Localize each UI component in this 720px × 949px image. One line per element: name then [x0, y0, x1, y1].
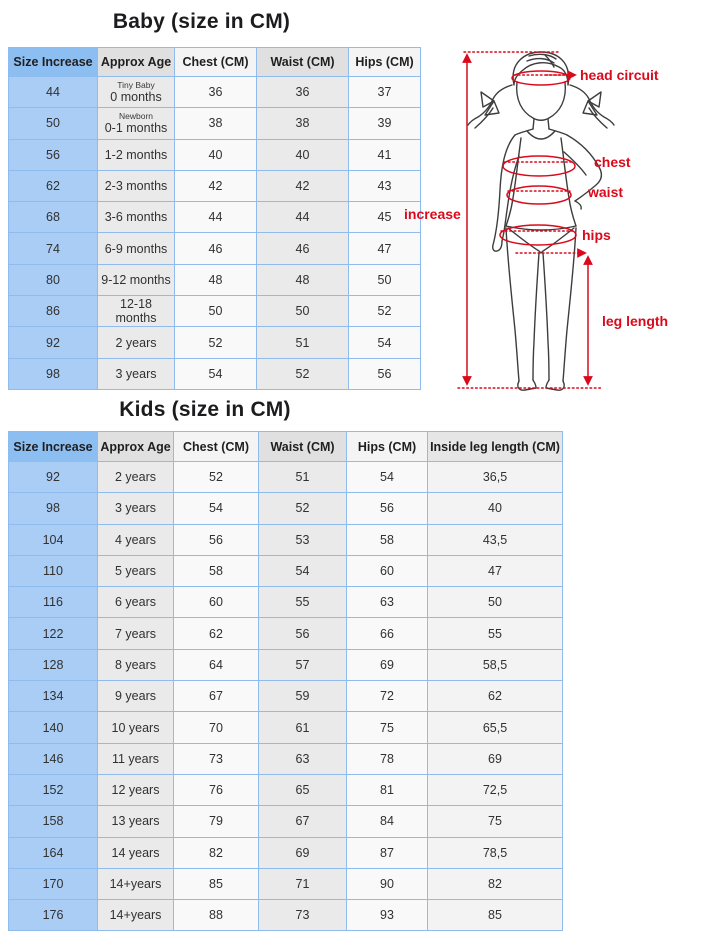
table-cell: 86	[9, 296, 98, 327]
table-row	[9, 493, 563, 524]
table-cell: 56	[259, 618, 347, 649]
table-cell: 53	[259, 524, 347, 555]
measurement-diagram	[398, 30, 720, 402]
table-cell: 50	[349, 264, 421, 295]
table-row	[9, 712, 563, 743]
table-cell: 140	[9, 712, 98, 743]
table-cell: 40	[175, 139, 257, 170]
baby-section-title: Baby (size in CM)	[112, 10, 291, 33]
table-cell: 92	[9, 462, 98, 493]
hips-label: hips	[582, 227, 611, 243]
table-cell: 72,5	[428, 774, 563, 805]
table-row	[9, 77, 421, 108]
table-cell: 43	[349, 170, 421, 201]
table-row	[9, 296, 421, 327]
table-cell: 48	[257, 264, 349, 295]
table-cell: 65,5	[428, 712, 563, 743]
table-row	[9, 170, 421, 201]
table-cell: 66	[347, 618, 428, 649]
table-cell: 79	[174, 806, 259, 837]
table-cell: 134	[9, 681, 98, 712]
table-cell: 9-12 months	[98, 264, 175, 295]
kids-size-section	[8, 396, 560, 931]
table-cell: 110	[9, 555, 98, 586]
table-cell: 170	[9, 868, 98, 899]
table-cell: 54	[259, 555, 347, 586]
table-cell: 128	[9, 649, 98, 680]
table-cell: 42	[175, 170, 257, 201]
table-cell: 76	[174, 774, 259, 805]
table-cell: 46	[257, 233, 349, 264]
table-cell: 37	[349, 77, 421, 108]
table-cell: 92	[9, 327, 98, 358]
table-cell: 60	[174, 587, 259, 618]
table-cell: 9 years	[98, 681, 174, 712]
table-cell: 73	[259, 900, 347, 931]
table-cell: 56	[9, 139, 98, 170]
table-row	[9, 358, 421, 389]
table-cell: 55	[428, 618, 563, 649]
table-row	[9, 462, 563, 493]
table-cell: 8 years	[98, 649, 174, 680]
table-cell: 3-6 months	[98, 202, 175, 233]
table-cell: 36	[175, 77, 257, 108]
table-cell: 36,5	[428, 462, 563, 493]
table-cell: 12 years	[98, 774, 174, 805]
waist-ellipse	[507, 186, 571, 204]
kids-header-row	[9, 432, 563, 462]
table-cell: 45	[349, 202, 421, 233]
table-cell: 98	[9, 358, 98, 389]
column-header: Waist (CM)	[259, 432, 347, 462]
table-cell: 56	[349, 358, 421, 389]
measurement-marks	[458, 52, 601, 388]
column-header: Waist (CM)	[257, 48, 349, 77]
table-cell: 44	[257, 202, 349, 233]
table-cell: 93	[347, 900, 428, 931]
table-row	[9, 139, 421, 170]
table-cell: 64	[174, 649, 259, 680]
table-cell: 14+years	[98, 868, 174, 899]
table-cell: 47	[349, 233, 421, 264]
table-cell: 2-3 months	[98, 170, 175, 201]
table-cell: 50	[428, 587, 563, 618]
table-cell: 38	[175, 108, 257, 139]
table-cell: 50	[175, 296, 257, 327]
column-header: Inside leg length (CM)	[428, 432, 563, 462]
table-cell: 14+years	[98, 900, 174, 931]
table-cell: 65	[259, 774, 347, 805]
table-row	[9, 202, 421, 233]
table-row	[9, 587, 563, 618]
table-cell: Newborn 0-1 months	[98, 108, 175, 139]
table-cell: 3 years	[98, 493, 174, 524]
table-cell: 52	[174, 462, 259, 493]
table-cell: 116	[9, 587, 98, 618]
table-cell: 6-9 months	[98, 233, 175, 264]
table-cell: 69	[428, 743, 563, 774]
table-row	[9, 743, 563, 774]
table-cell: 70	[174, 712, 259, 743]
table-cell: 152	[9, 774, 98, 805]
table-cell: 2 years	[98, 327, 175, 358]
table-cell: 7 years	[98, 618, 174, 649]
leg-length-label: leg length	[602, 313, 669, 329]
table-cell: 81	[347, 774, 428, 805]
table-cell: 63	[347, 587, 428, 618]
table-cell: 88	[174, 900, 259, 931]
table-row	[9, 524, 563, 555]
table-cell: 61	[259, 712, 347, 743]
table-cell: 122	[9, 618, 98, 649]
table-cell: 75	[428, 806, 563, 837]
table-cell: 146	[9, 743, 98, 774]
table-cell: 44	[175, 202, 257, 233]
table-cell: 52	[259, 493, 347, 524]
table-cell: 68	[9, 202, 98, 233]
table-row	[9, 108, 421, 139]
table-cell: Tiny Baby 0 months	[98, 77, 175, 108]
table-cell: 3 years	[98, 358, 175, 389]
increase-label: increase	[404, 206, 461, 222]
table-row	[9, 233, 421, 264]
kids-section-title: Kids (size in CM)	[119, 398, 291, 421]
table-cell: 51	[257, 327, 349, 358]
table-cell: 13 years	[98, 806, 174, 837]
table-cell: 55	[259, 587, 347, 618]
kids-size-table	[8, 431, 563, 931]
table-row	[9, 868, 563, 899]
column-header: Size Increase	[9, 48, 98, 77]
table-cell: 85	[428, 900, 563, 931]
table-cell: 38	[257, 108, 349, 139]
table-cell: 85	[174, 868, 259, 899]
table-cell: 54	[347, 462, 428, 493]
table-cell: 58,5	[428, 649, 563, 680]
table-cell: 67	[259, 806, 347, 837]
table-cell: 84	[347, 806, 428, 837]
table-cell: 62	[428, 681, 563, 712]
head-circuit-label: head circuit	[580, 67, 659, 83]
table-cell: 57	[259, 649, 347, 680]
table-cell: 59	[259, 681, 347, 712]
table-cell: 176	[9, 900, 98, 931]
table-cell: 62	[174, 618, 259, 649]
table-cell: 51	[259, 462, 347, 493]
table-cell: 11 years	[98, 743, 174, 774]
table-cell: 43,5	[428, 524, 563, 555]
table-cell: 74	[9, 233, 98, 264]
table-cell: 90	[347, 868, 428, 899]
table-cell: 78	[347, 743, 428, 774]
table-cell: 46	[175, 233, 257, 264]
table-row	[9, 681, 563, 712]
table-cell: 42	[257, 170, 349, 201]
table-row	[9, 555, 563, 586]
table-cell: 87	[347, 837, 428, 868]
head-circuit-ellipse	[512, 71, 570, 85]
chest-label: chest	[594, 154, 631, 170]
table-cell: 6 years	[98, 587, 174, 618]
column-header: Approx Age	[98, 48, 175, 77]
table-cell: 47	[428, 555, 563, 586]
table-cell: 58	[347, 524, 428, 555]
table-cell: 62	[9, 170, 98, 201]
baby-size-table	[8, 47, 421, 390]
table-cell: 80	[9, 264, 98, 295]
girl-figure-sketch	[468, 52, 614, 390]
table-cell: 12-18 months	[98, 296, 175, 327]
table-cell: 41	[349, 139, 421, 170]
column-header: Hips (CM)	[349, 48, 421, 77]
table-cell: 72	[347, 681, 428, 712]
table-row	[9, 649, 563, 680]
table-cell: 5 years	[98, 555, 174, 586]
column-header: Chest (CM)	[175, 48, 257, 77]
table-cell: 40	[428, 493, 563, 524]
table-cell: 1-2 months	[98, 139, 175, 170]
table-cell: 14 years	[98, 837, 174, 868]
column-header: Chest (CM)	[174, 432, 259, 462]
waist-label: waist	[588, 184, 624, 200]
table-cell: 69	[347, 649, 428, 680]
column-header: Hips (CM)	[347, 432, 428, 462]
table-cell: 158	[9, 806, 98, 837]
table-row	[9, 774, 563, 805]
table-cell: 40	[257, 139, 349, 170]
girl-measurement-illustration	[398, 30, 720, 402]
table-cell: 58	[174, 555, 259, 586]
table-cell: 54	[349, 327, 421, 358]
table-cell: 36	[257, 77, 349, 108]
table-cell: 82	[428, 868, 563, 899]
table-cell: 50	[9, 108, 98, 139]
table-cell: 63	[259, 743, 347, 774]
table-row	[9, 900, 563, 931]
baby-size-section	[8, 8, 414, 390]
table-cell: 54	[175, 358, 257, 389]
table-cell: 10 years	[98, 712, 174, 743]
table-cell: 56	[174, 524, 259, 555]
table-cell: 4 years	[98, 524, 174, 555]
table-cell: 50	[257, 296, 349, 327]
table-cell: 48	[175, 264, 257, 295]
table-cell: 39	[349, 108, 421, 139]
table-cell: 2 years	[98, 462, 174, 493]
table-cell: 56	[347, 493, 428, 524]
table-cell: 69	[259, 837, 347, 868]
table-row	[9, 837, 563, 868]
table-cell: 78,5	[428, 837, 563, 868]
table-row	[9, 618, 563, 649]
table-cell: 52	[257, 358, 349, 389]
table-cell: 98	[9, 493, 98, 524]
table-cell: 52	[175, 327, 257, 358]
table-cell: 54	[174, 493, 259, 524]
baby-header-row	[9, 48, 421, 77]
table-cell: 60	[347, 555, 428, 586]
table-cell: 82	[174, 837, 259, 868]
table-cell: 73	[174, 743, 259, 774]
table-cell: 75	[347, 712, 428, 743]
column-header: Size Increase	[9, 432, 98, 462]
column-header: Approx Age	[98, 432, 174, 462]
table-cell: 44	[9, 77, 98, 108]
table-cell: 104	[9, 524, 98, 555]
table-cell: 164	[9, 837, 98, 868]
table-row	[9, 264, 421, 295]
table-cell: 52	[349, 296, 421, 327]
table-row	[9, 806, 563, 837]
table-row	[9, 327, 421, 358]
table-cell: 71	[259, 868, 347, 899]
table-cell: 67	[174, 681, 259, 712]
